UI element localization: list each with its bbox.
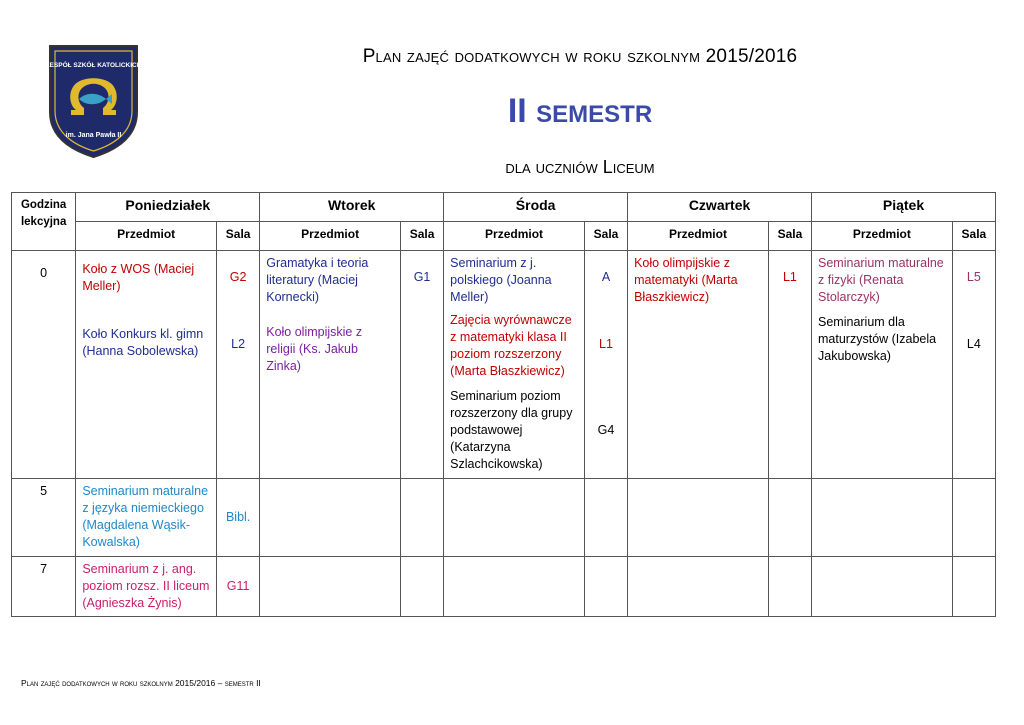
subject-entry: Seminarium z j. ang. poziom rozsz. II liceum (Agnieszka Żynis) — [82, 562, 210, 610]
subject-cell — [628, 557, 769, 617]
room-cell — [768, 557, 811, 617]
subject-cell — [628, 251, 769, 479]
subject-entry: Koło Konkurs kl. gimn (Hanna Sobolewska) — [82, 327, 204, 358]
subject-entry: Seminarium dla maturzystów (Izabela Jakubowska) — [818, 315, 937, 363]
subject-cell — [260, 251, 401, 479]
subject-entry: Koło olimpijskie z matematyki (Marta Błaszkiewicz) — [634, 256, 738, 304]
subject-header: Przedmiot — [812, 222, 953, 251]
header-row-days — [12, 193, 996, 222]
subject-cell — [76, 479, 217, 557]
room-value: L1 — [599, 337, 613, 351]
room-cell — [217, 251, 260, 479]
subject-entry: Koło olimpijskie z religii (Ks. Jakub Zinka) — [266, 325, 363, 373]
page-footer: Plan zajęć dodatkowych w roku szkolnym 2015/2016 – semestr II — [21, 678, 261, 688]
subject-header: Przedmiot — [260, 222, 401, 251]
subject-cell — [812, 479, 953, 557]
day-header-wednesday: Środa — [444, 193, 628, 222]
semester-title: II semestr — [507, 92, 653, 130]
subject-entry: Seminarium maturalne z fizyki (Renata Stolarczyk) — [818, 256, 944, 304]
room-cell — [952, 557, 995, 617]
subject-entry: Seminarium maturalne z języka niemieckiego (Magdalena Wąsik-Kowalska) — [82, 484, 209, 549]
subject-cell — [444, 557, 585, 617]
hour-cell: 7 — [12, 557, 76, 617]
room-value: G4 — [597, 423, 615, 437]
svg-text:im. Jana Pawła II: im. Jana Pawła II — [65, 132, 122, 139]
subject-entry: Seminarium poziom rozszerzony dla grupy podstawowej (Katarzyna Szlachcikowska) — [450, 389, 573, 471]
room-value: L2 — [231, 337, 246, 351]
room-cell — [217, 557, 260, 617]
room-value: L5 — [966, 270, 981, 284]
audience-subtitle: dla uczniów Liceum — [505, 157, 655, 177]
room-header: Sala — [400, 222, 443, 251]
subject-entry: Gramatyka i teoria literatury (Maciej Kornecki) — [266, 256, 369, 304]
day-header-thursday: Czwartek — [628, 193, 812, 222]
schedule-table — [11, 192, 996, 617]
room-value: Bibl. — [225, 510, 251, 524]
room-value: L1 — [782, 270, 797, 284]
room-header: Sala — [217, 222, 260, 251]
school-crest-logo — [46, 42, 141, 160]
subject-header: Przedmiot — [444, 222, 585, 251]
room-cell — [217, 479, 260, 557]
subject-cell — [812, 557, 953, 617]
subject-cell — [260, 557, 401, 617]
subject-cell — [444, 251, 585, 479]
subject-cell — [812, 251, 953, 479]
room-cell — [768, 479, 811, 557]
room-cell — [400, 557, 443, 617]
room-cell — [584, 557, 627, 617]
subject-header: Przedmiot — [76, 222, 217, 251]
table-row — [12, 479, 996, 557]
subject-entry: Koło z WOS (Maciej Meller) — [82, 262, 195, 293]
subject-cell — [260, 479, 401, 557]
hour-cell: 5 — [12, 479, 76, 557]
room-header: Sala — [768, 222, 811, 251]
day-header-friday: Piątek — [812, 193, 996, 222]
subject-cell — [76, 557, 217, 617]
subject-header: Przedmiot — [628, 222, 769, 251]
day-header-tuesday: Wtorek — [260, 193, 444, 222]
room-cell — [768, 251, 811, 479]
subject-cell — [444, 479, 585, 557]
page-title: Plan zajęć dodatkowych w roku szkolnym 2015/2016 — [362, 46, 798, 67]
room-cell — [400, 479, 443, 557]
subject-entry: Seminarium z j. polskiego (Joanna Meller) — [450, 256, 552, 304]
room-cell — [584, 479, 627, 557]
hour-header: Godzina lekcyjna — [12, 193, 76, 251]
subject-cell — [628, 479, 769, 557]
room-cell — [400, 251, 443, 479]
room-cell — [952, 479, 995, 557]
room-cell — [952, 251, 995, 479]
subject-cell — [76, 251, 217, 479]
room-value: A — [601, 270, 611, 284]
header-row-columns — [12, 222, 996, 251]
room-header: Sala — [584, 222, 627, 251]
room-value: L4 — [966, 337, 981, 351]
table-row — [12, 557, 996, 617]
hour-cell: 0 — [12, 251, 76, 479]
room-cell — [584, 251, 627, 479]
room-value: G2 — [229, 270, 247, 284]
room-value: G11 — [226, 579, 250, 593]
room-value: G1 — [413, 270, 431, 284]
table-row — [12, 251, 996, 479]
day-header-monday: Poniedziałek — [76, 193, 260, 222]
room-header: Sala — [952, 222, 995, 251]
subject-entry: Zajęcia wyrównawcze z matematyki klasa II poziom rozszerzony (Marta Błaszkiewicz) — [450, 313, 572, 378]
svg-text:ZESPÓŁ SZKÓŁ KATOLICKICH: ZESPÓŁ SZKÓŁ KATOLICKICH — [46, 62, 141, 69]
